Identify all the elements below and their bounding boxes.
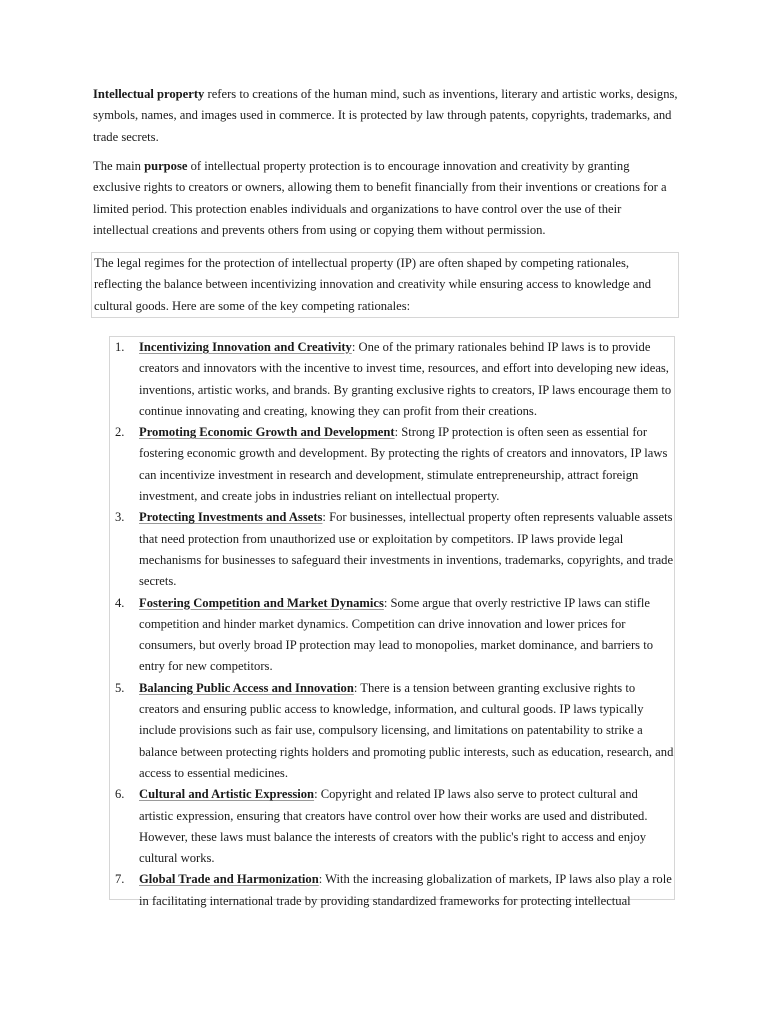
list-item-title: Incentivizing Innovation and Creativity <box>139 340 352 354</box>
list-item <box>110 784 674 869</box>
term-purpose: purpose <box>144 159 188 173</box>
list-item-title: Protecting Investments and Assets <box>139 510 323 525</box>
rationales-list-box <box>109 336 675 908</box>
list-item-title: Balancing Public Access and Innovation <box>139 680 354 695</box>
list-item-number: 7. <box>115 872 125 887</box>
list-item <box>110 678 674 784</box>
list-item <box>110 422 674 507</box>
purpose-text: of intellectual property protection is to encourage innovation and creativity by granting exclusive rights to creators or owners, allowing them to benefit financially from their inventions or creations for a limited period. This protection enables individuals and organizations to have control over the use of their intellectual creations and prevents others from using or copying them without permission. <box>93 159 667 237</box>
list-item <box>110 593 674 678</box>
list-item-title: Global Trade and Harmonization <box>139 872 319 887</box>
list-item-body: : There is a tension between granting exclusive rights to creators and ensuring public access to knowledge, information, and cultural goods. IP laws typically include provisions such as fair use, compulsory licensing, and limitations on patentability to strike a balance between protecting rights holders and promoting public interests, such as education, research, and access to essential medicines. <box>139 680 674 780</box>
list-item <box>110 869 674 912</box>
list-item-number: 1. <box>115 340 125 354</box>
paragraph-legal-regimes: The legal regimes for the protection of intellectual property (IP) are often shaped by competing rationales, reflecting the balance between incentivizing innovation and creativity while ensuring access to knowledge and cultural goods. Here are some of the key competing rationales: <box>91 252 679 318</box>
paragraph-definition <box>93 84 678 148</box>
list-item <box>110 337 674 422</box>
list-item-number: 3. <box>115 510 125 525</box>
list-item-number: 4. <box>115 595 125 610</box>
list-item-body: : Strong IP protection is often seen as essential for fostering economic growth and development. By protecting the rights of creators and innovators, IP laws can incentivize investment in research and development, stimulate entrepreneurship, attract foreign investment, and create jobs in industries reliant on intellectual property. <box>139 425 668 504</box>
term-intellectual-property: Intellectual property <box>93 87 205 101</box>
list-item <box>110 507 674 592</box>
list-item-body: : One of the primary rationales behind IP laws is to provide creators and innovators with the incentive to invest time, resources, and effort into developing new ideas, inventions, artistic works, and brands. By granting exclusive rights to creators, IP laws encourage them to continue innovating and creating, knowing they can profit from their creations. <box>139 340 672 418</box>
list-item-body: : With the increasing globalization of markets, IP laws also play a role in facilitating international trade by providing standardized frameworks for protecting intellectual <box>139 872 672 908</box>
definition-text: refers to creations of the human mind, such as inventions, literary and artistic works, designs, symbols, names, and images used in commerce. It is protected by law through patents, copyrights, trademarks, and trade secrets. <box>93 87 678 144</box>
list-item-title: Promoting Economic Growth and Development <box>139 425 395 440</box>
rationales-list <box>110 337 674 912</box>
list-item-body: : Copyright and related IP laws also serve to protect cultural and artistic expression, ensuring that creators have control over how their works are used and distributed. However, these laws must balance the interests of creators with the public's right to access and enjoy cultural works. <box>139 787 648 866</box>
list-item-title: Fostering Competition and Market Dynamics <box>139 595 384 610</box>
list-item-number: 2. <box>115 425 125 440</box>
paragraph-purpose <box>93 156 678 241</box>
list-item-number: 6. <box>115 787 125 802</box>
list-item-body: : For businesses, intellectual property often represents valuable assets that need protection from unauthorized use or exploitation by competitors. IP laws provide legal mechanisms for businesses to safeguard their investments in inventions, trademarks, copyrights, and trade secrets. <box>139 510 674 589</box>
list-item-body: : Some argue that overly restrictive IP laws can stifle competition and hinder market dynamics. Competition can drive innovation and lower prices for consumers, but overly broad IP protection may lead to monopolies, market dominance, and barriers to entry for new competitors. <box>139 595 653 674</box>
list-item-number: 5. <box>115 680 125 695</box>
purpose-pre: The main <box>93 159 145 173</box>
list-item-title: Cultural and Artistic Expression <box>139 787 315 802</box>
